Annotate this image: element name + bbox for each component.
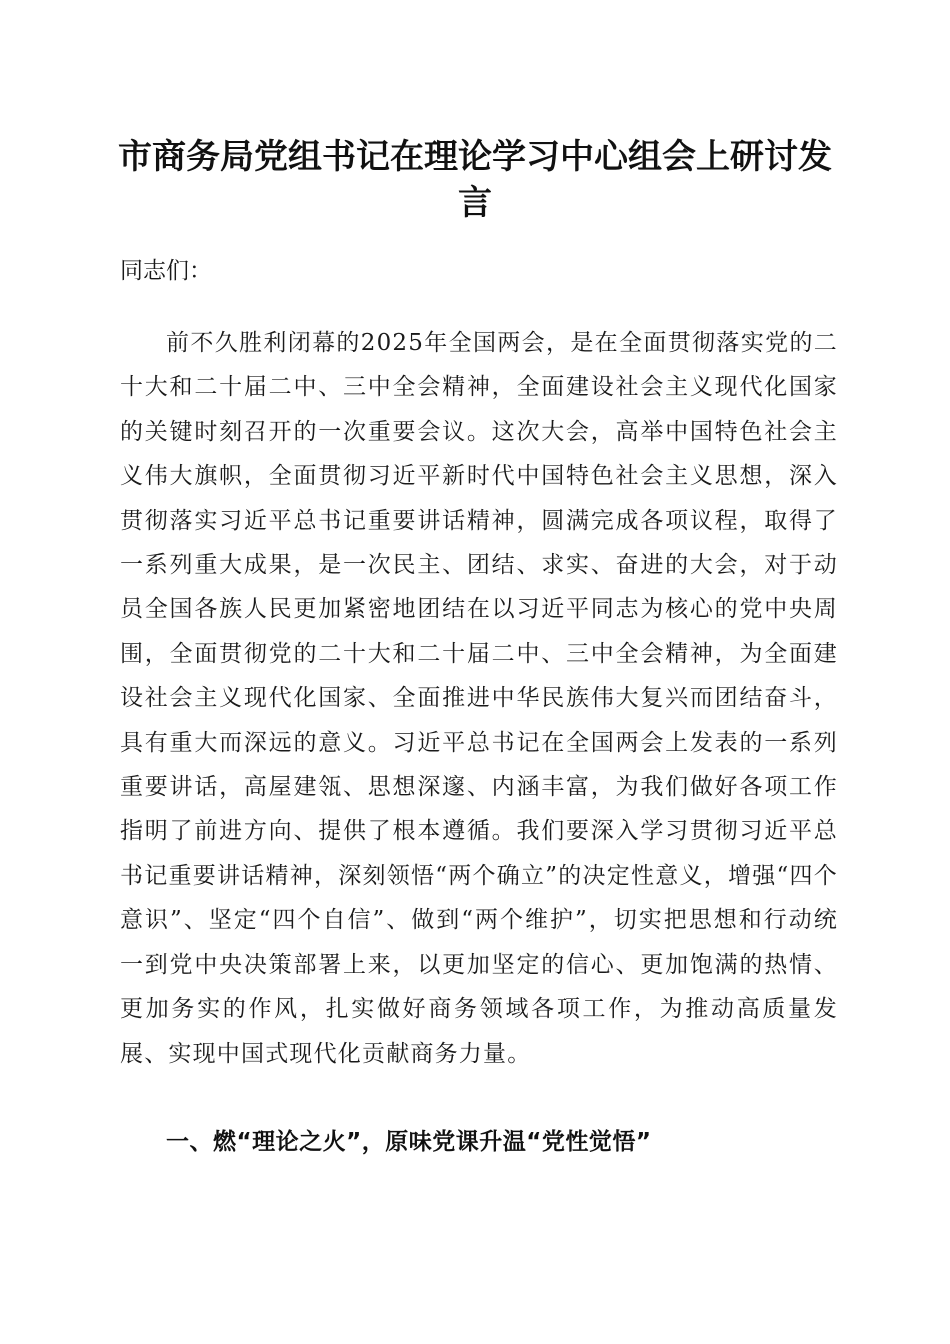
document-title: 市商务局党组书记在理论学习中心组会上研讨发言 (118, 137, 832, 223)
section-heading: 一、燃“理论之火”，原味党课升温“党性觉悟” (166, 1129, 652, 1155)
salutation: 同志们： (120, 258, 212, 284)
body-paragraph: 前不久胜利闭幕的2025年全国两会，是在全面贯彻落实党的二十大和二十届二中、三中全会精神，全面建设社会主义现代化国家的关键时刻召开的一次重要会议。这次大会，高举中国特色社会主义伟大旗帜，全面贯彻习近平新时代中国特色社会主义思想，深入贯彻落实习近平总书记重要讲话精神，圆满完成各项议程，取得了一系列重大成果，是一次民主、团结、求实、奋进的大会，对于动员全国各族人民更加紧密地团结在以习近平同志为核心的党中央周围，全面贯彻党的二十大和二十届二中、三中全会精神，为全面建设社会主义现代化国家、全面推进中华民族伟大复兴而团结奋斗，具有重大而深远的意义。习近平总书记在全国两会上发表的一系列重要讲话，高屋建瓴、思想深邃、内涵丰富，为我们做好各项工作指明了前进方向、提供了根本遵循。我们要深入学习贯彻习近平总书记重要讲话精神，深刻领悟“两个确立”的决定性意义，增强“四个意识”、坚定“四个自信”、做到“两个维护”，切实把思想和行动统一到党中央决策部署上来，以更加坚定的信心、更加饱满的热情、更加务实的作风，扎实做好商务领域各项工作，为推动高质量发展、实现中国式现代化贡献商务力量。 (120, 330, 838, 1067)
